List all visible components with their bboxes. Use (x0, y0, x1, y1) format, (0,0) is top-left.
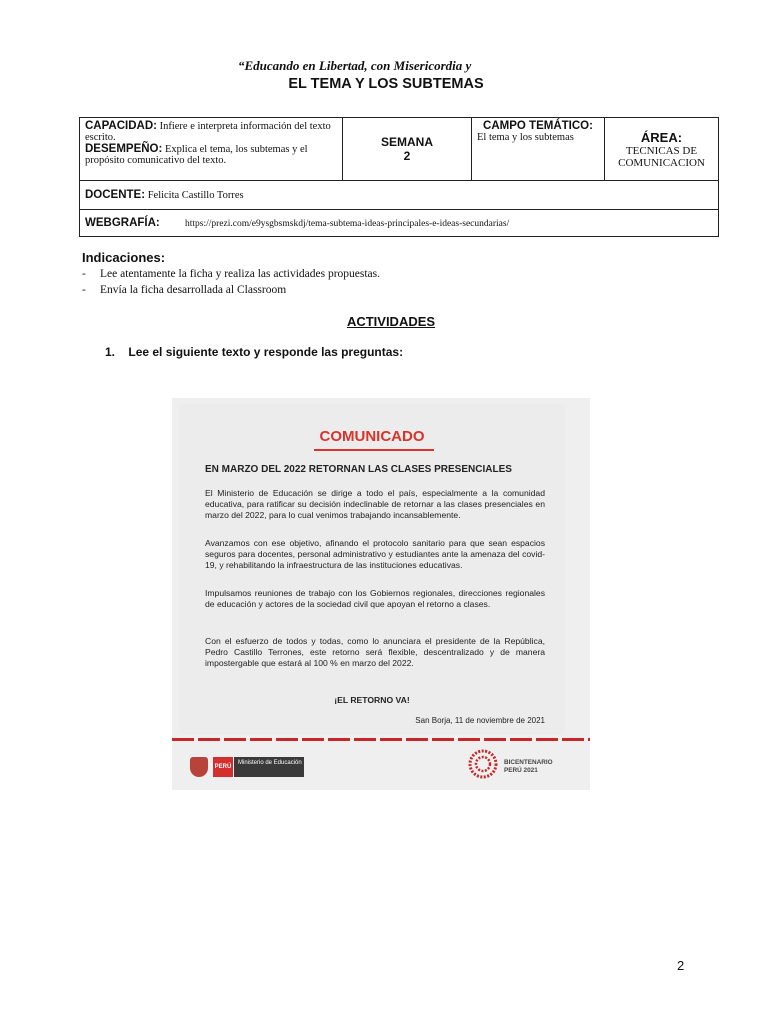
comunicado-paragraph-1: El Ministerio de Educación se dirige a todo el país, especialmente a la comunidad educativa, para ratificar su decisión indeclinable de retornar a las clases presenciales en marzo del 2022, para lo cual venimos trabajando incansablemente. (205, 488, 545, 521)
page-number: 2 (677, 958, 685, 973)
list-item: - Envía la ficha desarrollada al Classroom (82, 284, 287, 296)
bicentenario-text (504, 759, 553, 775)
question-1 (105, 345, 403, 359)
desempeno-text: Explica el tema, los subtemas y el propósito comunicativo del texto. (85, 144, 308, 166)
ministerio-logo-text: Ministerio de Educación (234, 757, 304, 777)
webgrafia-link[interactable]: https://prezi.com/e9ysgbsmskdj/tema-subtema-ideas-principales-e-ideas-secundarias/ (185, 219, 510, 229)
capacidad-label: CAPACIDAD: (85, 120, 157, 132)
docente-cell (80, 181, 719, 210)
capacidad-cell (80, 118, 343, 181)
docente-label: DOCENTE: (85, 189, 146, 201)
info-table (79, 117, 719, 237)
bicentenario-line-2: PERÚ 2021 (504, 767, 538, 774)
semana-value: 2 (403, 149, 411, 163)
area-cell (605, 118, 719, 181)
indicacion-2: Envía la ficha desarrollada al Classroom (100, 284, 287, 296)
header-motto: “Educando en Libertad, con Misericordia y (238, 58, 472, 73)
bicentenario-logo (468, 749, 578, 785)
comunicado-sign: ¡EL RETORNO VA! (334, 695, 410, 705)
comunicado-card (179, 404, 565, 734)
capacidad-text: Infiere e interpreta información del texto escrito. (85, 121, 331, 143)
bicentenario-line-1: BICENTENARIO (504, 759, 553, 766)
ministerio-logo (190, 754, 308, 780)
comunicado-title: COMUNICADO (319, 428, 425, 445)
comunicado-image (172, 398, 590, 790)
indicaciones-heading: Indicaciones: (82, 250, 166, 265)
indicaciones-list (82, 266, 380, 298)
campo-value: El tema y los subtemas (477, 132, 574, 143)
dashed-divider (172, 738, 590, 741)
indicacion-1: Lee atentamente la ficha y realiza las actividades propuestas. (100, 268, 381, 280)
comunicado-paragraph-3: Impulsamos reuniones de trabajo con los Gobiernos regionales, direcciones regionales de educación y actores de la sociedad civil que apoyan el retorno a clases. (205, 588, 545, 610)
peru-logo-text: PERÚ (213, 757, 233, 777)
docente-value: Felicita Castillo Torres (147, 190, 244, 201)
list-item: - Lee atentamente la ficha y realiza las actividades propuestas. (82, 268, 381, 280)
comunicado-headline: EN MARZO DEL 2022 RETORNAN LAS CLASES PRESENCIALES (205, 464, 512, 475)
bicentenario-seal-icon (468, 749, 498, 779)
question-1-text: Lee el siguiente texto y responde las preguntas: (128, 345, 404, 359)
question-1-number: 1. (105, 345, 116, 359)
comunicado-paragraph-4: Con el esfuerzo de todos y todas, como lo anunciara el presidente de la República, Pedro Castillo Terrones, este retorno será flexible, descentralizado y de manera impostergable que estará al 100 % en marzo del 2022. (205, 636, 545, 669)
comunicado-paragraph-2: Avanzamos con ese objetivo, afinando el protocolo sanitario para que sean espacios seguros para docentes, personal administrativo y estudiantes ante la amenaza del covid-19, y rehabilitando la infraestructura de las instituciones educativas. (205, 538, 545, 571)
campo-cell (472, 118, 605, 181)
comunicado-title-underline (314, 449, 434, 451)
semana-cell (343, 118, 472, 181)
semana-label: SEMANA (380, 135, 433, 149)
webgrafia-label: WEBGRAFÍA: (85, 217, 160, 229)
page-title: EL TEMA Y LOS SUBTEMAS (288, 76, 484, 92)
campo-label: CAMPO TEMÁTICO: (483, 120, 593, 132)
desempeno-label: DESEMPEÑO: (85, 143, 163, 155)
coat-of-arms-icon (190, 757, 208, 777)
area-label: ÁREA: (640, 129, 683, 145)
actividades-heading: ACTIVIDADES (346, 314, 436, 329)
webgrafia-cell (80, 210, 719, 237)
comunicado-date: San Borja, 11 de noviembre de 2021 (415, 716, 545, 725)
area-value: TECNICAS DE COMUNICACION (618, 144, 705, 169)
